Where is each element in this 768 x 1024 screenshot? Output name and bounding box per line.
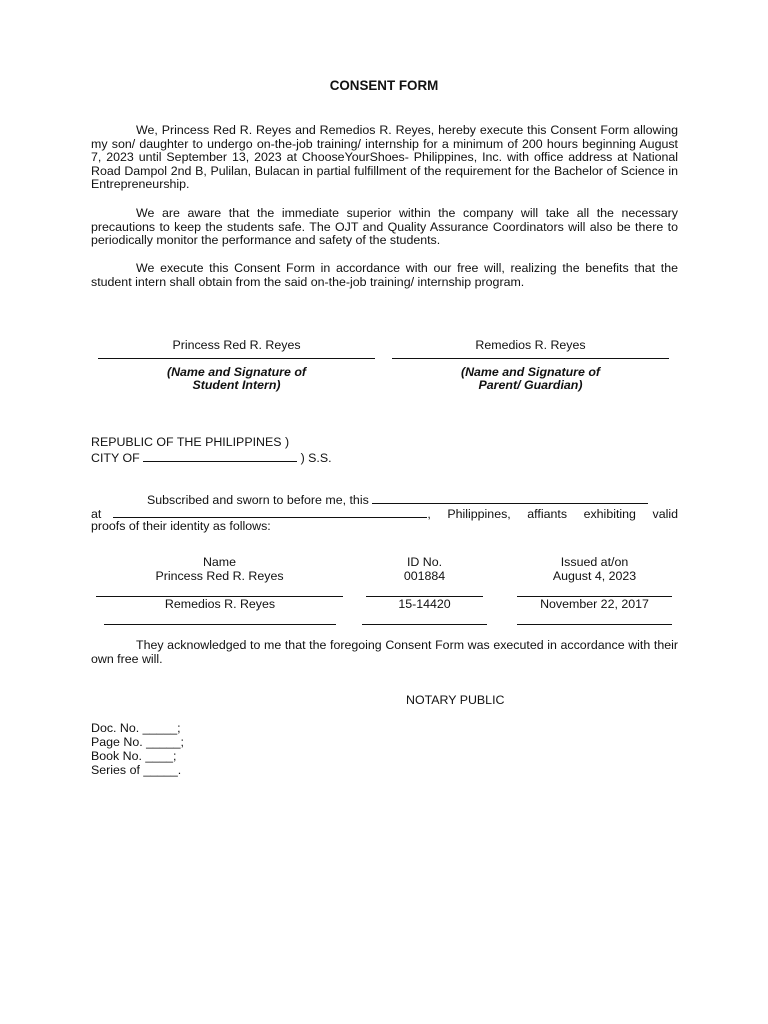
sworn-at: at xyxy=(91,507,102,521)
sworn-text: Subscribed and sworn to before me, this xyxy=(147,493,369,507)
page-title: CONSENT FORM xyxy=(329,78,439,93)
sworn-date-blank xyxy=(372,492,648,504)
notary-public-label: NOTARY PUBLIC xyxy=(406,693,505,707)
table-header-issued: Issued at/on xyxy=(560,555,629,569)
paragraph-awareness: We are aware that the immediate superior within the company will take all the necessary precautions to keep the students safe. The OJT and Quality Assurance Coordinators will also be there to periodically monitor the performance and safety of the students. xyxy=(91,206,678,248)
venue-city xyxy=(91,450,332,466)
city-blank xyxy=(143,450,297,462)
venue-republic: REPUBLIC OF THE PHILIPPINES ) xyxy=(91,435,290,449)
signature-block-guardian xyxy=(392,339,669,393)
table-row-2-id: 15-14420 xyxy=(362,598,487,625)
student-caption-line1: (Name and Signature of xyxy=(166,364,307,379)
signature-block-student xyxy=(98,339,375,393)
sworn-line3: proofs of their identity as follows: xyxy=(91,519,271,533)
paragraph-acknowledgment: They acknowledged to me that the foregoing Consent Form was executed in accordance with their own free will. xyxy=(91,638,678,666)
sworn-place-blank xyxy=(113,506,427,518)
doc-no: Doc. No. _____; xyxy=(91,721,181,735)
page-no: Page No. _____; xyxy=(91,735,185,749)
paragraph-free-will: We execute this Consent Form in accordance with our free will, realizing the benefits that the student intern shall obtain from the said on-the-job training/ internship program. xyxy=(91,261,678,289)
book-no: Book No. ____; xyxy=(91,749,177,763)
series-of: Series of _____. xyxy=(91,763,182,777)
city-label: CITY OF xyxy=(91,451,140,465)
paragraph-consent: We, Princess Red R. Reyes and Remedios R. Reyes, hereby execute this Consent Form allowing my son/ daughter to undergo on-the-job training/ internship for a minimum of 200 hours beginning August 7, 2023 until September 13, 2023 at ChooseYourShoes- Philippines, Inc. with office address at National Road Dampol 2nd B, Pulilan, Bulacan in partial fulfillment of the requirement for the Bachelor of Science in Entrepreneurship. xyxy=(91,123,678,192)
table-row-1-issued: August 4, 2023 xyxy=(517,570,672,597)
table-header-name: Name xyxy=(202,555,237,569)
sworn-line2-rest: , Philippines, affiants exhibiting valid xyxy=(427,507,678,521)
student-caption-line2: Student Intern) xyxy=(192,378,281,393)
table-row-1-name: Princess Red R. Reyes xyxy=(96,570,343,597)
guardian-caption-line2: Parent/ Guardian) xyxy=(478,378,583,393)
table-header-id: ID No. xyxy=(406,555,443,569)
table-row-1-id: 001884 xyxy=(366,570,483,597)
ss-label: ) S.S. xyxy=(300,451,332,465)
table-row-2-issued: November 22, 2017 xyxy=(517,598,672,625)
table-row-2-name: Remedios R. Reyes xyxy=(104,598,336,625)
guardian-name: Remedios R. Reyes xyxy=(392,339,669,359)
student-name: Princess Red R. Reyes xyxy=(98,339,375,359)
guardian-caption-line1: (Name and Signature of xyxy=(460,364,601,379)
